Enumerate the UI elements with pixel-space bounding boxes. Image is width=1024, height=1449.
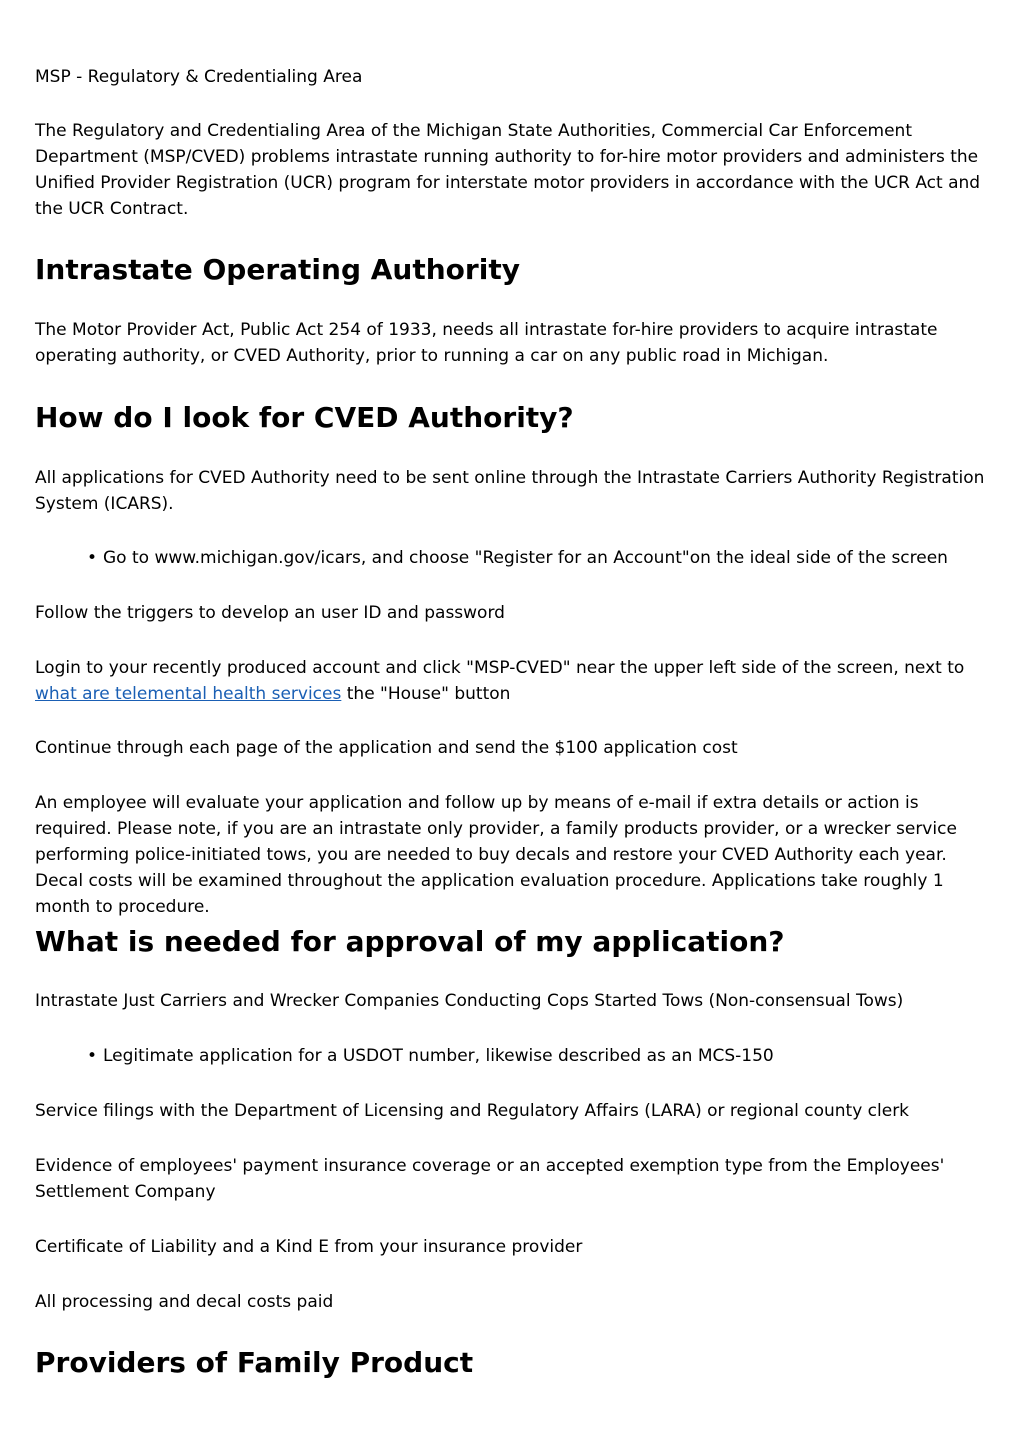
heading-how-to-apply: How do I look for CVED Authority?	[35, 401, 574, 434]
evidence-paragraph: Evidence of employees' payment insurance coverage or an accepted exemption type from the Employees' Settlement Company	[35, 1156, 945, 1202]
intrastate-paragraph: The Motor Provider Act, Public Act 254 of 1933, needs all intrastate for-hire providers to acquire intrastate operating authority, or CVED Authority, prior to running a car on any public road in Michigan.	[35, 320, 938, 366]
continue-paragraph: Continue through each page of the application and send the $100 application cost	[35, 738, 738, 758]
service-paragraph: Service filings with the Department of Licensing and Regulatory Affairs (LARA) or regional county clerk	[35, 1101, 910, 1121]
heading-family-product: Providers of Family Product	[35, 1346, 474, 1379]
login-text-after-link: the "House" button	[341, 684, 511, 704]
intro-paragraph: The Regulatory and Credentialing Area of the Michigan State Authorities, Commercial Car Enforcement Department (MSP/CVED) problems intrastate running authority to for-hire motor providers and administers the Unified Provider Registration (UCR) program for interstate motor providers in accordance with the UCR Act and the UCR Contract.	[35, 121, 981, 219]
howto-paragraph: All applications for CVED Authority need to be sent online through the Intrastate Carriers Authority Registration System (ICARS).	[35, 468, 985, 514]
bullet-dot-icon: •	[87, 1046, 98, 1066]
heading-what-is-needed: What is needed for approval of my application?	[35, 925, 785, 958]
bullet-item-register	[87, 545, 987, 571]
heading-intrastate-operating-authority: Intrastate Operating Authority	[35, 253, 520, 286]
certificate-paragraph: Certificate of Liability and a Kind E from your insurance provider	[35, 1237, 583, 1257]
title-line: MSP - Regulatory & Credentialing Area	[35, 67, 363, 87]
intrastate-just-paragraph: Intrastate Just Carriers and Wrecker Companies Conducting Cops Started Tows (Non-consensual Tows)	[35, 991, 904, 1011]
bullet-text-register: Go to www.michigan.gov/icars, and choose "Register for an Account"on the ideal side of the screen	[103, 548, 948, 568]
login-text: Login to your recently produced account and click "MSP-CVED" near the upper left side of the screen, next to	[35, 658, 965, 678]
login-paragraph	[35, 655, 995, 707]
telemental-health-link[interactable]: what are telemental health services	[35, 684, 342, 704]
bullet-text-usdot: Legitimate application for a USDOT number, likewise described as an MCS-150	[103, 1046, 774, 1066]
follow-paragraph: Follow the triggers to develop an user ID and password	[35, 603, 505, 623]
processing-paragraph: All processing and decal costs paid	[35, 1292, 334, 1312]
employee-paragraph: An employee will evaluate your application and follow up by means of e-mail if extra details or action is required. Please note, if you are an intrastate only provider, a family products provider, or a wrecker service performing police-initiated tows, you are needed to buy decals and restore your CVED Authority each year. Decal costs will be examined throughout the application evaluation procedure. Applications take roughly 1 month to procedure.	[35, 793, 957, 917]
bullet-item-usdot	[87, 1043, 987, 1069]
bullet-dot-icon: •	[87, 548, 98, 568]
